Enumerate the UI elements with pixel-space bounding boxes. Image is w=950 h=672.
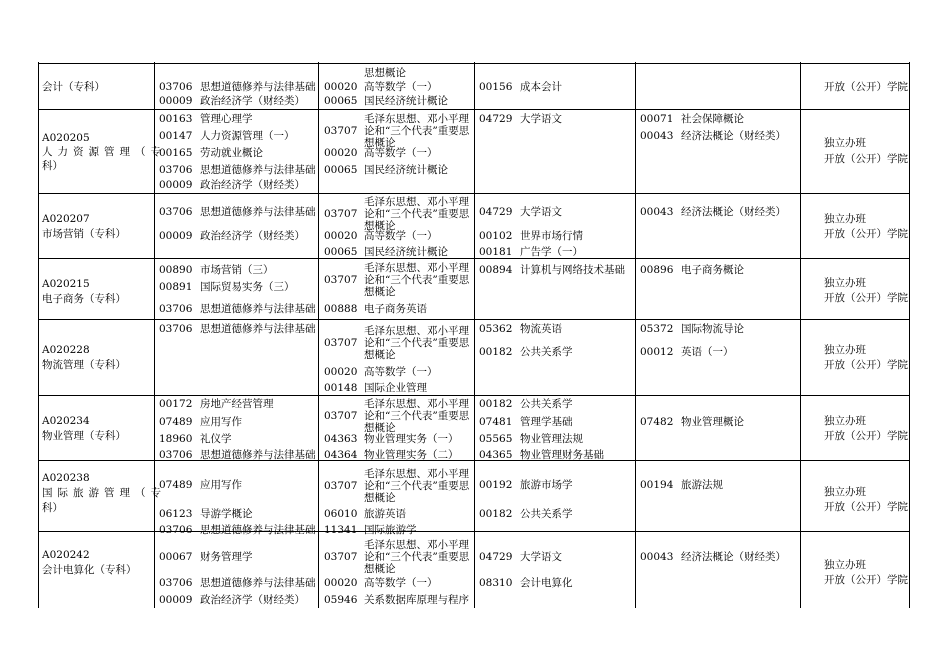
course-code: 00156	[479, 81, 513, 93]
course-name: 高等数学（一）	[364, 81, 438, 93]
course-code: 00071	[640, 113, 674, 125]
course-code: 04729	[479, 551, 513, 563]
course-code: 04363	[324, 433, 358, 445]
course-code: 04729	[479, 206, 513, 218]
school-name: 开放（公开）学院	[824, 359, 908, 371]
course-code: 03706	[159, 303, 193, 315]
row-divider	[38, 319, 909, 320]
course-code: 07489	[159, 416, 193, 428]
major-name: 电子商务（专科）	[42, 293, 126, 305]
course-name: 世界市场行情	[520, 230, 583, 242]
school-name: 独立办班	[824, 415, 866, 427]
course-code: 03706	[159, 323, 193, 335]
course-code: 07489	[159, 479, 193, 491]
column-divider	[635, 62, 636, 608]
course-name: 旅游法规	[681, 479, 723, 491]
course-code: 03706	[159, 449, 193, 461]
course-name: 思想道德修养与法律基础	[200, 577, 316, 589]
course-name: 毛泽东思想、邓小平理论和“三个代表”重要思想概论	[364, 113, 470, 149]
course-code: 04729	[479, 113, 513, 125]
course-name: 房地产经营管理	[200, 398, 274, 410]
course-name: 经济法概论（财经类）	[681, 551, 786, 563]
column-divider	[38, 62, 39, 608]
course-name: 政治经济学（财经类）	[200, 179, 305, 191]
school-name: 独立办班	[824, 344, 866, 356]
course-code: 00012	[640, 346, 674, 358]
course-name: 大学语文	[520, 113, 562, 125]
course-code: 00181	[479, 246, 513, 258]
course-code: 00894	[479, 264, 513, 276]
major-name: A020242	[42, 549, 90, 561]
course-name: 思想道德修养与法律基础	[200, 449, 316, 461]
major-name: 物流管理（专科）	[42, 359, 126, 371]
course-code: 03707	[324, 551, 358, 563]
course-code: 00065	[324, 246, 358, 258]
course-code: 03707	[324, 125, 358, 137]
course-code: 00065	[324, 164, 358, 176]
course-name: 高等数学（一）	[364, 366, 438, 378]
course-name: 物业管理实务（一）	[364, 433, 459, 445]
major-name: A020207	[42, 213, 90, 225]
course-code: 03707	[324, 480, 358, 492]
column-divider	[318, 62, 319, 608]
course-name: 毛泽东思想、邓小平理论和“三个代表”重要思想概论	[364, 539, 470, 575]
course-name: 国民经济统计概论	[364, 246, 448, 258]
course-name: 政治经济学（财经类）	[200, 95, 305, 107]
course-name: 国民经济统计概论	[364, 95, 448, 107]
column-divider	[909, 62, 910, 608]
course-name: 国际企业管理	[364, 382, 427, 394]
course-code: 00163	[159, 113, 193, 125]
major-name: 人力资源管理（专	[42, 146, 166, 158]
course-name: 电子商务概论	[681, 264, 744, 276]
course-name: 高等数学（一）	[364, 147, 438, 159]
course-name: 物业管理概论	[681, 416, 744, 428]
course-name: 国际物流导论	[681, 323, 744, 335]
course-name: 管理学基础	[520, 416, 573, 428]
course-name: 市场营销（三）	[200, 264, 274, 276]
school-name: 开放（公开）学院	[824, 292, 908, 304]
row-divider	[38, 109, 909, 110]
course-name: 物流英语	[520, 323, 562, 335]
course-code: 00182	[479, 398, 513, 410]
school-name: 独立办班	[824, 559, 866, 571]
course-code: 07482	[640, 416, 674, 428]
column-divider	[474, 62, 475, 608]
major-name: A020234	[42, 415, 90, 427]
course-code: 03706	[159, 164, 193, 176]
course-name: 英语（一）	[681, 346, 734, 358]
course-table	[38, 62, 909, 608]
course-name: 管理心理学	[200, 113, 253, 125]
course-name: 经济法概论（财经类）	[681, 130, 786, 142]
course-name: 成本会计	[520, 81, 562, 93]
course-name: 公共关系学	[520, 346, 573, 358]
major-name: A020215	[42, 278, 90, 290]
school-name: 开放（公开）学院	[824, 81, 908, 93]
major-name: 物业管理（专科）	[42, 430, 126, 442]
course-name: 大学语文	[520, 551, 562, 563]
course-name: 思想道德修养与法律基础	[200, 323, 316, 335]
course-code: 03706	[159, 206, 193, 218]
course-code: 00020	[324, 81, 358, 93]
course-name: 高等数学（一）	[364, 577, 438, 589]
course-code: 00020	[324, 577, 358, 589]
course-name: 国民经济统计概论	[364, 164, 448, 176]
school-name: 独立办班	[824, 137, 866, 149]
course-code: 00890	[159, 264, 193, 276]
column-divider	[154, 62, 155, 608]
course-code: 08310	[479, 577, 513, 589]
course-name: 毛泽东思想、邓小平理论和“三个代表”重要思想概论	[364, 468, 470, 504]
course-name: 物业管理财务基础	[520, 449, 604, 461]
row-divider	[38, 63, 909, 64]
course-code: 00043	[640, 551, 674, 563]
course-name: 财务管理学	[200, 551, 253, 563]
course-code: 00194	[640, 479, 674, 491]
course-name: 思想道德修养与法律基础	[200, 164, 316, 176]
course-code: 05946	[324, 594, 358, 606]
course-name: 会计电算化	[520, 577, 573, 589]
row-divider	[38, 395, 909, 396]
course-code: 00182	[479, 508, 513, 520]
course-code: 00888	[324, 303, 358, 315]
school-name: 开放（公开）学院	[824, 228, 908, 240]
school-name: 独立办班	[824, 486, 866, 498]
course-name: 社会保障概论	[681, 113, 744, 125]
course-name: 公共关系学	[520, 398, 573, 410]
course-name: 思想概论	[364, 67, 406, 79]
course-code: 07481	[479, 416, 513, 428]
course-code: 03707	[324, 410, 358, 422]
course-code: 00043	[640, 206, 674, 218]
course-name: 思想道德修养与法律基础	[200, 524, 316, 536]
school-name: 开放（公开）学院	[824, 430, 908, 442]
row-divider	[38, 193, 909, 194]
major-name: 国际旅游管理（专	[42, 487, 166, 499]
course-code: 11341	[324, 524, 358, 536]
course-name: 经济法概论（财经类）	[681, 206, 786, 218]
course-code: 00182	[479, 346, 513, 358]
course-name: 大学语文	[520, 206, 562, 218]
course-name: 计算机与网络技术基础	[520, 264, 625, 276]
course-code: 00009	[159, 230, 193, 242]
course-name: 旅游市场学	[520, 479, 573, 491]
course-name: 物业管理实务（二）	[364, 449, 459, 461]
course-code: 00147	[159, 130, 193, 142]
course-name: 物业管理法规	[520, 433, 583, 445]
course-name: 应用写作	[200, 479, 242, 491]
course-code: 00020	[324, 230, 358, 242]
course-name: 关系数据库原理与程序	[364, 594, 469, 606]
course-name: 国际旅游学	[364, 524, 417, 536]
course-name: 毛泽东思想、邓小平理论和“三个代表”重要思想概论	[364, 398, 470, 434]
course-name: 电子商务英语	[364, 303, 427, 315]
major-name: A020228	[42, 344, 90, 356]
course-code: 00192	[479, 479, 513, 491]
course-name: 思想道德修养与法律基础	[200, 206, 316, 218]
major-name: 市场营销（专科）	[42, 228, 126, 240]
course-name: 应用写作	[200, 416, 242, 428]
course-name: 思想道德修养与法律基础	[200, 303, 316, 315]
school-name: 独立办班	[824, 213, 866, 225]
course-code: 03706	[159, 524, 193, 536]
course-code: 00896	[640, 264, 674, 276]
course-name: 思想道德修养与法律基础	[200, 81, 316, 93]
course-code: 00165	[159, 147, 193, 159]
course-name: 毛泽东思想、邓小平理论和“三个代表”重要思想概论	[364, 196, 470, 232]
course-name: 政治经济学（财经类）	[200, 230, 305, 242]
course-code: 00067	[159, 551, 193, 563]
course-code: 00009	[159, 594, 193, 606]
course-code: 00020	[324, 366, 358, 378]
course-code: 18960	[159, 433, 193, 445]
course-code: 00148	[324, 382, 358, 394]
course-code: 00043	[640, 130, 674, 142]
course-code: 05362	[479, 323, 513, 335]
course-name: 导游学概论	[200, 508, 253, 520]
course-code: 06010	[324, 508, 358, 520]
school-name: 开放（公开）学院	[824, 153, 908, 165]
course-code: 04364	[324, 449, 358, 461]
major-name: A020238	[42, 472, 90, 484]
course-name: 政治经济学（财经类）	[200, 594, 305, 606]
course-name: 高等数学（一）	[364, 230, 438, 242]
major-name: A020205	[42, 132, 90, 144]
course-name: 公共关系学	[520, 508, 573, 520]
course-code: 05565	[479, 433, 513, 445]
course-code: 03707	[324, 208, 358, 220]
course-code: 00009	[159, 179, 193, 191]
course-code: 00172	[159, 398, 193, 410]
course-name: 劳动就业概论	[200, 147, 263, 159]
major-name: 会计电算化（专科）	[42, 564, 137, 576]
course-code: 00009	[159, 95, 193, 107]
course-name: 广告学（一）	[520, 246, 583, 258]
course-code: 03707	[324, 274, 358, 286]
column-divider	[800, 62, 801, 608]
course-code: 03706	[159, 577, 193, 589]
course-code: 00891	[159, 281, 193, 293]
row-divider	[38, 258, 909, 259]
course-code: 05372	[640, 323, 674, 335]
course-code: 00065	[324, 95, 358, 107]
school-name: 开放（公开）学院	[824, 574, 908, 586]
course-code: 03706	[159, 81, 193, 93]
course-code: 00102	[479, 230, 513, 242]
course-code: 04365	[479, 449, 513, 461]
major-name: 会计（专科）	[42, 81, 105, 93]
course-code: 06123	[159, 508, 193, 520]
course-name: 旅游英语	[364, 508, 406, 520]
course-name: 毛泽东思想、邓小平理论和“三个代表”重要思想概论	[364, 325, 470, 361]
course-code: 00020	[324, 147, 358, 159]
course-name: 国际贸易实务（三）	[200, 281, 295, 293]
course-code: 03707	[324, 337, 358, 349]
major-name: 科）	[42, 502, 63, 514]
school-name: 开放（公开）学院	[824, 501, 908, 513]
course-name: 毛泽东思想、邓小平理论和“三个代表”重要思想概论	[364, 262, 470, 298]
course-name: 礼仪学	[200, 433, 232, 445]
course-name: 人力资源管理（一）	[200, 130, 295, 142]
major-name: 科）	[42, 160, 63, 172]
school-name: 独立办班	[824, 277, 866, 289]
